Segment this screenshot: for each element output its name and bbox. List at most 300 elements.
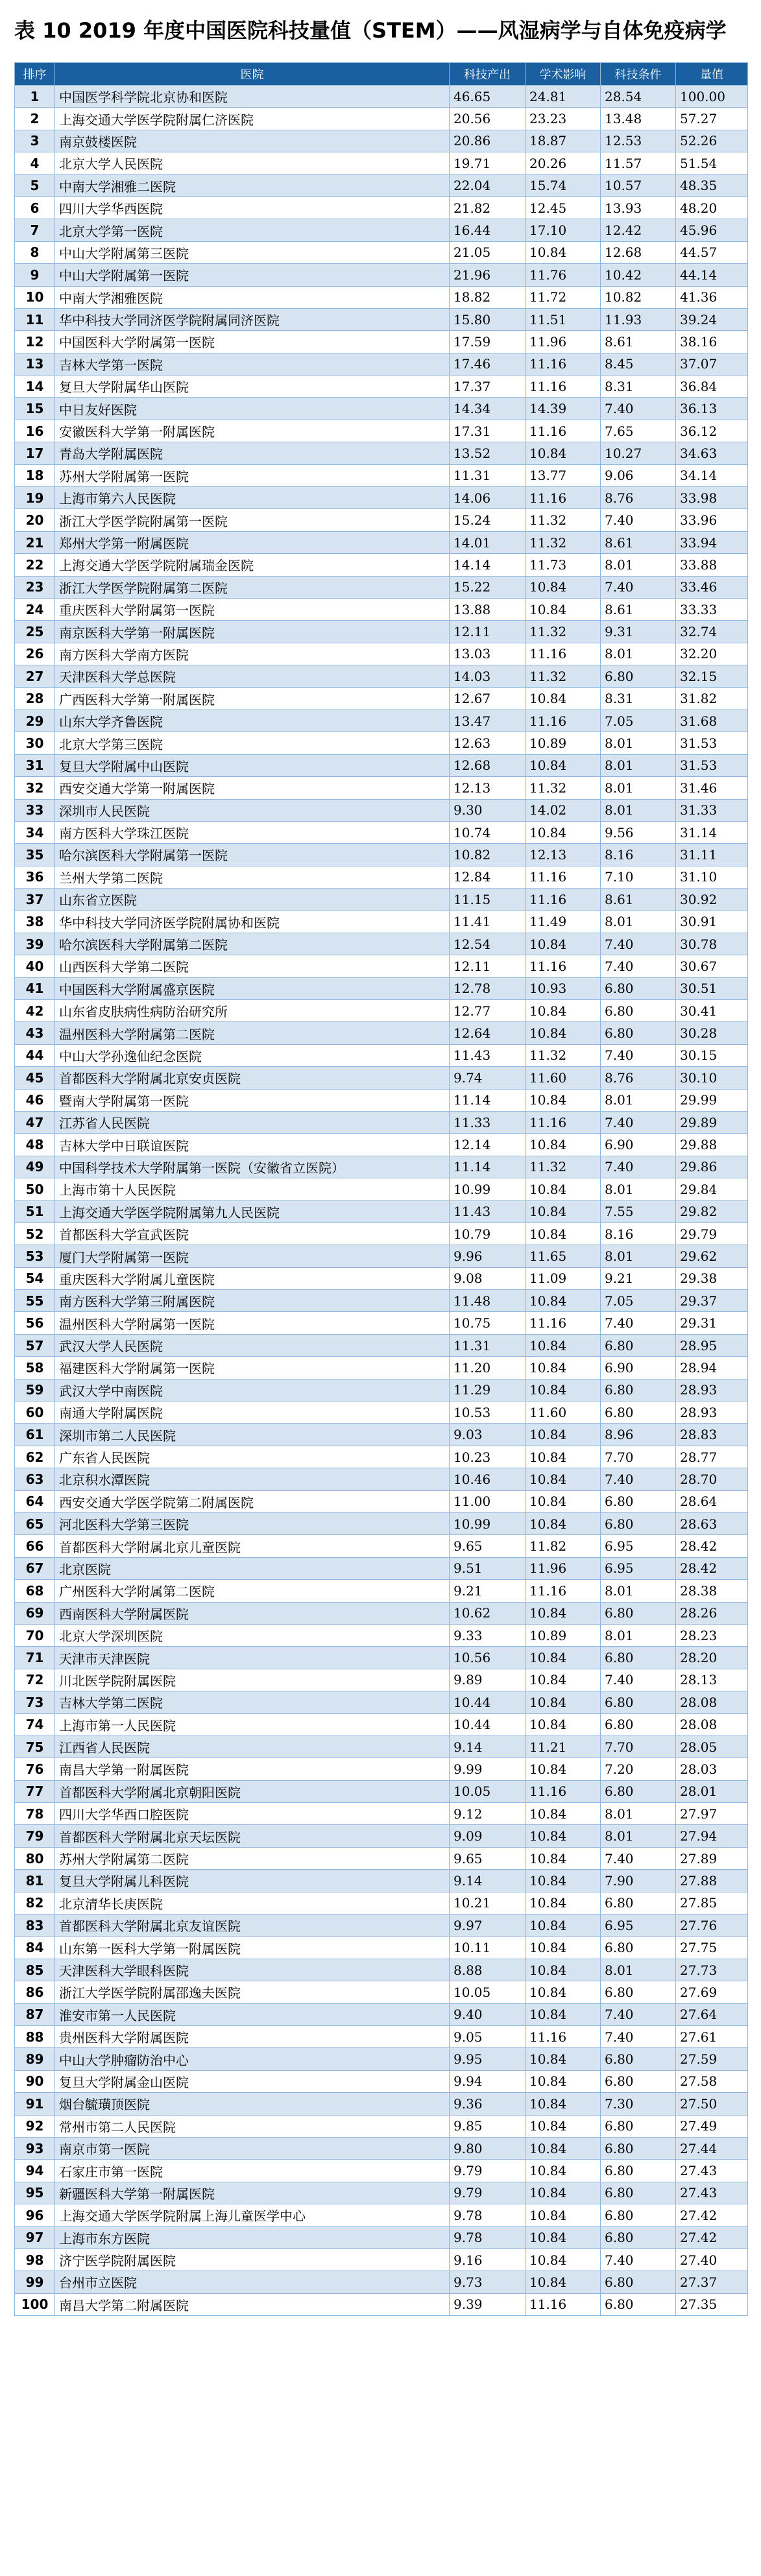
rank-cell: 32 [15, 777, 55, 799]
table-row [15, 1914, 748, 1937]
tech-conditions: 8.01 [601, 1178, 676, 1200]
academic-impact: 10.84 [525, 754, 601, 776]
tech-conditions: 8.01 [601, 799, 676, 821]
rank-cell: 21 [15, 531, 55, 553]
academic-impact: 11.16 [525, 376, 601, 398]
tech-conditions: 9.31 [601, 621, 676, 643]
table-row [15, 1513, 748, 1535]
tech-conditions: 6.80 [601, 977, 676, 999]
academic-impact: 11.16 [525, 2293, 601, 2315]
tech-output: 13.03 [450, 643, 525, 665]
rank-cell: 62 [15, 1446, 55, 1468]
stem-score: 31.14 [676, 821, 748, 843]
table-row [15, 1825, 748, 1847]
rank-cell: 1 [15, 86, 55, 108]
stem-score: 31.53 [676, 732, 748, 754]
rank-cell: 84 [15, 1937, 55, 1959]
academic-impact: 11.16 [525, 353, 601, 375]
academic-impact: 11.82 [525, 1535, 601, 1557]
tech-output: 12.68 [450, 754, 525, 776]
tech-conditions: 8.01 [601, 554, 676, 576]
tech-conditions: 6.80 [601, 1513, 676, 1535]
rank-cell: 55 [15, 1290, 55, 1312]
hospital-name: 厦门大学附属第一医院 [55, 1245, 450, 1267]
hospital-name: 济宁医学院附属医院 [55, 2248, 450, 2271]
tech-output: 13.52 [450, 442, 525, 464]
rank-cell: 47 [15, 1111, 55, 1133]
stem-score: 28.42 [676, 1557, 748, 1579]
stem-score: 28.63 [676, 1513, 748, 1535]
academic-impact: 10.84 [525, 1490, 601, 1512]
table-row [15, 643, 748, 665]
table-row [15, 2070, 748, 2092]
tech-output: 22.04 [450, 174, 525, 197]
rank-cell: 85 [15, 1959, 55, 1981]
tech-conditions: 6.80 [601, 1334, 676, 1356]
hospital-name: 温州医科大学附属第二医院 [55, 1022, 450, 1044]
stem-score: 34.14 [676, 464, 748, 486]
academic-impact: 10.84 [525, 1825, 601, 1847]
hospital-name: 中日友好医院 [55, 398, 450, 420]
hospital-name: 华中科技大学同济医学院附属同济医院 [55, 308, 450, 330]
tech-conditions: 7.20 [601, 1758, 676, 1780]
hospital-name: 南京市第一医院 [55, 2137, 450, 2159]
tech-output: 12.64 [450, 1022, 525, 1044]
academic-impact: 10.84 [525, 1713, 601, 1735]
table-row [15, 977, 748, 999]
tech-conditions: 8.01 [601, 911, 676, 933]
stem-score: 29.31 [676, 1312, 748, 1334]
tech-output: 21.05 [450, 241, 525, 263]
table-row [15, 1847, 748, 1869]
tech-output: 12.11 [450, 955, 525, 977]
table-row [15, 933, 748, 955]
hospital-name: 兰州大学第二医院 [55, 866, 450, 888]
tech-output: 20.56 [450, 108, 525, 130]
stem-score: 31.46 [676, 777, 748, 799]
tech-conditions: 8.61 [601, 888, 676, 911]
tech-output: 12.63 [450, 732, 525, 754]
hospital-name: 北京清华长庚医院 [55, 1892, 450, 1914]
tech-conditions: 9.06 [601, 464, 676, 486]
rank-cell: 15 [15, 398, 55, 420]
academic-impact: 10.84 [525, 1669, 601, 1691]
academic-impact: 11.32 [525, 531, 601, 553]
rank-cell: 61 [15, 1424, 55, 1446]
hospital-name: 中山大学附属第三医院 [55, 241, 450, 263]
tech-conditions: 7.10 [601, 866, 676, 888]
hospital-name: 上海交通大学医学院附属仁济医院 [55, 108, 450, 130]
header-score: 量值 [676, 63, 748, 86]
tech-output: 9.40 [450, 2003, 525, 2025]
stem-score: 27.73 [676, 1959, 748, 1981]
tech-conditions: 10.57 [601, 174, 676, 197]
rank-cell: 56 [15, 1312, 55, 1334]
header-rank: 排序 [15, 63, 55, 86]
stem-score: 29.82 [676, 1200, 748, 1222]
academic-impact: 10.84 [525, 1870, 601, 1892]
academic-impact: 23.23 [525, 108, 601, 130]
academic-impact: 11.32 [525, 665, 601, 687]
table-row [15, 732, 748, 754]
stem-score: 37.07 [676, 353, 748, 375]
rank-cell: 18 [15, 464, 55, 486]
hospital-name: 贵州医科大学附属医院 [55, 2025, 450, 2047]
academic-impact: 11.73 [525, 554, 601, 576]
table-row [15, 1647, 748, 1669]
hospital-name: 中南大学湘雅医院 [55, 286, 450, 308]
table-row [15, 1312, 748, 1334]
rank-cell: 24 [15, 598, 55, 620]
academic-impact: 10.84 [525, 2226, 601, 2248]
academic-impact: 10.84 [525, 2248, 601, 2271]
rank-cell: 38 [15, 911, 55, 933]
tech-conditions: 8.16 [601, 1222, 676, 1245]
hospital-name: 江苏省人民医院 [55, 1111, 450, 1133]
hospital-name: 川北医学院附属医院 [55, 1669, 450, 1691]
table-row [15, 1067, 748, 1089]
rank-cell: 42 [15, 1000, 55, 1022]
tech-conditions: 8.96 [601, 1424, 676, 1446]
academic-impact: 10.84 [525, 2182, 601, 2204]
academic-impact: 10.84 [525, 1981, 601, 2003]
header-hospital: 医院 [55, 63, 450, 86]
stem-score: 27.89 [676, 1847, 748, 1869]
tech-conditions: 6.80 [601, 1981, 676, 2003]
academic-impact: 13.77 [525, 464, 601, 486]
tech-output: 11.43 [450, 1044, 525, 1066]
stem-score: 28.94 [676, 1357, 748, 1379]
tech-conditions: 8.01 [601, 1245, 676, 1267]
table-row [15, 2048, 748, 2070]
hospital-name: 上海交通大学医学院附属瑞金医院 [55, 554, 450, 576]
tech-output: 11.48 [450, 1290, 525, 1312]
academic-impact: 11.16 [525, 1312, 601, 1334]
academic-impact: 11.16 [525, 888, 601, 911]
stem-score: 31.11 [676, 844, 748, 866]
rank-cell: 92 [15, 2115, 55, 2137]
hospital-name: 广东省人民医院 [55, 1446, 450, 1468]
tech-conditions: 7.70 [601, 1446, 676, 1468]
hospital-name: 南方医科大学珠江医院 [55, 821, 450, 843]
stem-score: 27.97 [676, 1803, 748, 1825]
hospital-name: 中南大学湘雅二医院 [55, 174, 450, 197]
tech-conditions: 6.80 [601, 1401, 676, 1424]
table-title: 表 10 2019 年度中国医院科技量值（STEM）——风湿病学与自体免疫病学 [14, 18, 727, 43]
stem-score: 36.12 [676, 420, 748, 442]
stem-score: 30.15 [676, 1044, 748, 1066]
stem-score: 30.10 [676, 1067, 748, 1089]
tech-conditions: 8.16 [601, 844, 676, 866]
rank-cell: 35 [15, 844, 55, 866]
hospital-name: 山东大学齐鲁医院 [55, 710, 450, 732]
stem-score: 48.20 [676, 197, 748, 219]
tech-output: 9.16 [450, 2248, 525, 2271]
table-row [15, 1134, 748, 1156]
hospital-name: 郑州大学第一附属医院 [55, 531, 450, 553]
hospital-name: 苏州大学附属第一医院 [55, 464, 450, 486]
rank-cell: 77 [15, 1780, 55, 1802]
tech-conditions: 6.80 [601, 1892, 676, 1914]
stem-score: 33.96 [676, 509, 748, 531]
tech-output: 9.85 [450, 2115, 525, 2137]
tech-conditions: 8.01 [601, 643, 676, 665]
hospital-name: 吉林大学第二医院 [55, 1691, 450, 1713]
rank-cell: 20 [15, 509, 55, 531]
tech-output: 11.14 [450, 1089, 525, 1111]
table-row [15, 1735, 748, 1758]
table-row [15, 911, 748, 933]
tech-output: 14.06 [450, 487, 525, 509]
tech-conditions: 8.61 [601, 531, 676, 553]
academic-impact: 11.96 [525, 1557, 601, 1579]
table-row [15, 1424, 748, 1446]
hospital-name: 上海市第六人民医院 [55, 487, 450, 509]
rank-cell: 45 [15, 1067, 55, 1089]
hospital-name: 苏州大学附属第二医院 [55, 1847, 450, 1869]
table-row [15, 1044, 748, 1066]
tech-conditions: 11.93 [601, 308, 676, 330]
rank-cell: 48 [15, 1134, 55, 1156]
academic-impact: 10.84 [525, 1803, 601, 1825]
table-row [15, 844, 748, 866]
academic-impact: 10.84 [525, 2093, 601, 2115]
stem-score: 44.14 [676, 264, 748, 286]
table-row [15, 1334, 748, 1356]
rank-cell: 13 [15, 353, 55, 375]
tech-output: 12.78 [450, 977, 525, 999]
tech-output: 10.05 [450, 1981, 525, 2003]
stem-score: 31.33 [676, 799, 748, 821]
academic-impact: 10.84 [525, 1513, 601, 1535]
tech-conditions: 7.90 [601, 1870, 676, 1892]
hospital-name: 中国科学技术大学附属第一医院（安徽省立医院） [55, 1156, 450, 1178]
hospital-name: 北京大学人民医院 [55, 152, 450, 174]
rank-cell: 64 [15, 1490, 55, 1512]
tech-output: 14.14 [450, 554, 525, 576]
academic-impact: 10.84 [525, 1914, 601, 1937]
hospital-name: 上海交通大学医学院附属第九人民医院 [55, 1200, 450, 1222]
tech-output: 9.30 [450, 799, 525, 821]
table-row [15, 598, 748, 620]
table-row [15, 130, 748, 152]
tech-conditions: 6.80 [601, 2070, 676, 2092]
table-row [15, 1357, 748, 1379]
rank-cell: 4 [15, 152, 55, 174]
tech-output: 8.88 [450, 1959, 525, 1981]
stem-score: 28.03 [676, 1758, 748, 1780]
rank-cell: 93 [15, 2137, 55, 2159]
tech-output: 11.43 [450, 1200, 525, 1222]
hospital-name: 安徽医科大学第一附属医院 [55, 420, 450, 442]
academic-impact: 10.84 [525, 821, 601, 843]
hospital-name: 上海市第十人民医院 [55, 1178, 450, 1200]
stem-score: 29.79 [676, 1222, 748, 1245]
stem-score: 32.20 [676, 643, 748, 665]
hospital-name: 复旦大学附属儿科医院 [55, 1870, 450, 1892]
tech-conditions: 8.45 [601, 353, 676, 375]
tech-conditions: 6.80 [601, 1780, 676, 1802]
rank-cell: 22 [15, 554, 55, 576]
tech-conditions: 8.01 [601, 1624, 676, 1646]
stem-score: 33.98 [676, 487, 748, 509]
tech-conditions: 8.31 [601, 687, 676, 710]
table-row [15, 2271, 748, 2293]
academic-impact: 10.84 [525, 2137, 601, 2159]
table-row [15, 710, 748, 732]
hospital-name: 四川大学华西医院 [55, 197, 450, 219]
rank-cell: 76 [15, 1758, 55, 1780]
tech-conditions: 7.40 [601, 1669, 676, 1691]
rank-cell: 3 [15, 130, 55, 152]
tech-output: 9.65 [450, 1847, 525, 1869]
tech-output: 10.99 [450, 1178, 525, 1200]
tech-output: 9.03 [450, 1424, 525, 1446]
table-row [15, 86, 748, 108]
hospital-name: 吉林大学第一医院 [55, 353, 450, 375]
tech-conditions: 6.80 [601, 1602, 676, 1624]
tech-conditions: 7.40 [601, 576, 676, 598]
hospital-name: 首都医科大学附属北京天坛医院 [55, 1825, 450, 1847]
hospital-name: 中山大学孙逸仙纪念医院 [55, 1044, 450, 1066]
table-row [15, 1557, 748, 1579]
tech-conditions: 8.01 [601, 1803, 676, 1825]
academic-impact: 10.84 [525, 2271, 601, 2293]
rank-cell: 63 [15, 1468, 55, 1490]
stem-score: 27.94 [676, 1825, 748, 1847]
stem-score: 27.49 [676, 2115, 748, 2137]
tech-output: 9.09 [450, 1825, 525, 1847]
academic-impact: 11.16 [525, 1580, 601, 1602]
rank-cell: 46 [15, 1089, 55, 1111]
tech-output: 11.33 [450, 1111, 525, 1133]
hospital-name: 四川大学华西口腔医院 [55, 1803, 450, 1825]
table-row [15, 2115, 748, 2137]
academic-impact: 11.32 [525, 777, 601, 799]
hospital-name: 广州医科大学附属第二医院 [55, 1580, 450, 1602]
hospital-name: 河北医科大学第三医院 [55, 1513, 450, 1535]
tech-output: 10.23 [450, 1446, 525, 1468]
tech-output: 15.22 [450, 576, 525, 598]
table-row [15, 420, 748, 442]
stem-score: 28.23 [676, 1624, 748, 1646]
hospital-name: 台州市立医院 [55, 2271, 450, 2293]
stem-score: 27.40 [676, 2248, 748, 2271]
stem-score: 27.59 [676, 2048, 748, 2070]
tech-conditions: 6.80 [601, 2226, 676, 2248]
rank-cell: 95 [15, 2182, 55, 2204]
tech-output: 10.21 [450, 1892, 525, 1914]
stem-score: 28.77 [676, 1446, 748, 1468]
table-row [15, 955, 748, 977]
tech-output: 9.05 [450, 2025, 525, 2047]
hospital-name: 浙江大学医学院附属第一医院 [55, 509, 450, 531]
table-row [15, 1803, 748, 1825]
hospital-name: 山西医科大学第二医院 [55, 955, 450, 977]
rank-cell: 41 [15, 977, 55, 999]
hospital-name: 南京鼓楼医院 [55, 130, 450, 152]
stem-score: 41.36 [676, 286, 748, 308]
hospital-name: 烟台毓璜顶医院 [55, 2093, 450, 2115]
tech-conditions: 6.80 [601, 1490, 676, 1512]
tech-conditions: 6.80 [601, 1713, 676, 1735]
stem-score: 34.63 [676, 442, 748, 464]
tech-conditions: 6.80 [601, 2293, 676, 2315]
rank-cell: 68 [15, 1580, 55, 1602]
hospital-name: 淮安市第一人民医院 [55, 2003, 450, 2025]
academic-impact: 10.84 [525, 1334, 601, 1356]
tech-conditions: 9.56 [601, 821, 676, 843]
stem-score: 30.91 [676, 911, 748, 933]
stem-score: 27.64 [676, 2003, 748, 2025]
rank-cell: 54 [15, 1267, 55, 1289]
hospital-name: 重庆医科大学附属第一医院 [55, 598, 450, 620]
hospital-name: 复旦大学附属华山医院 [55, 376, 450, 398]
hospital-name: 深圳市第二人民医院 [55, 1424, 450, 1446]
table-row [15, 1490, 748, 1512]
rank-cell: 29 [15, 710, 55, 732]
tech-conditions: 8.61 [601, 331, 676, 353]
table-row [15, 531, 748, 553]
tech-conditions: 7.40 [601, 398, 676, 420]
rank-cell: 25 [15, 621, 55, 643]
tech-output: 14.34 [450, 398, 525, 420]
tech-output: 11.14 [450, 1156, 525, 1178]
hospital-name: 首都医科大学附属北京儿童医院 [55, 1535, 450, 1557]
hospital-name: 石家庄市第一医院 [55, 2160, 450, 2182]
tech-output: 9.14 [450, 1870, 525, 1892]
academic-impact: 10.89 [525, 1624, 601, 1646]
tech-conditions: 28.54 [601, 86, 676, 108]
academic-impact: 10.84 [525, 598, 601, 620]
hospital-name: 山东省皮肤病性病防治研究所 [55, 1000, 450, 1022]
tech-output: 17.31 [450, 420, 525, 442]
hospital-name: 哈尔滨医科大学附属第一医院 [55, 844, 450, 866]
academic-impact: 10.84 [525, 1000, 601, 1022]
table-row [15, 1111, 748, 1133]
hospital-name: 南昌大学第一附属医院 [55, 1758, 450, 1780]
tech-conditions: 10.82 [601, 286, 676, 308]
tech-conditions: 6.80 [601, 1937, 676, 1959]
rank-cell: 5 [15, 174, 55, 197]
rank-cell: 90 [15, 2070, 55, 2092]
academic-impact: 10.84 [525, 687, 601, 710]
table-row [15, 1713, 748, 1735]
stem-score: 30.28 [676, 1022, 748, 1044]
table-row [15, 2137, 748, 2159]
rank-cell: 37 [15, 888, 55, 911]
hospital-name: 常州市第二人民医院 [55, 2115, 450, 2137]
stem-score: 29.89 [676, 1111, 748, 1133]
tech-conditions: 12.53 [601, 130, 676, 152]
hospital-name: 南方医科大学第三附属医院 [55, 1290, 450, 1312]
rank-cell: 79 [15, 1825, 55, 1847]
tech-conditions: 6.80 [601, 2182, 676, 2204]
table-row [15, 1401, 748, 1424]
tech-output: 14.03 [450, 665, 525, 687]
tech-conditions: 6.80 [601, 2115, 676, 2137]
table-row [15, 1959, 748, 1981]
table-row [15, 576, 748, 598]
academic-impact: 10.84 [525, 1379, 601, 1401]
tech-conditions: 6.80 [601, 1379, 676, 1401]
stem-score: 29.88 [676, 1134, 748, 1156]
academic-impact: 11.96 [525, 331, 601, 353]
hospital-name: 温州医科大学附属第一医院 [55, 1312, 450, 1334]
tech-output: 9.79 [450, 2182, 525, 2204]
table-row [15, 754, 748, 776]
stem-score: 30.67 [676, 955, 748, 977]
